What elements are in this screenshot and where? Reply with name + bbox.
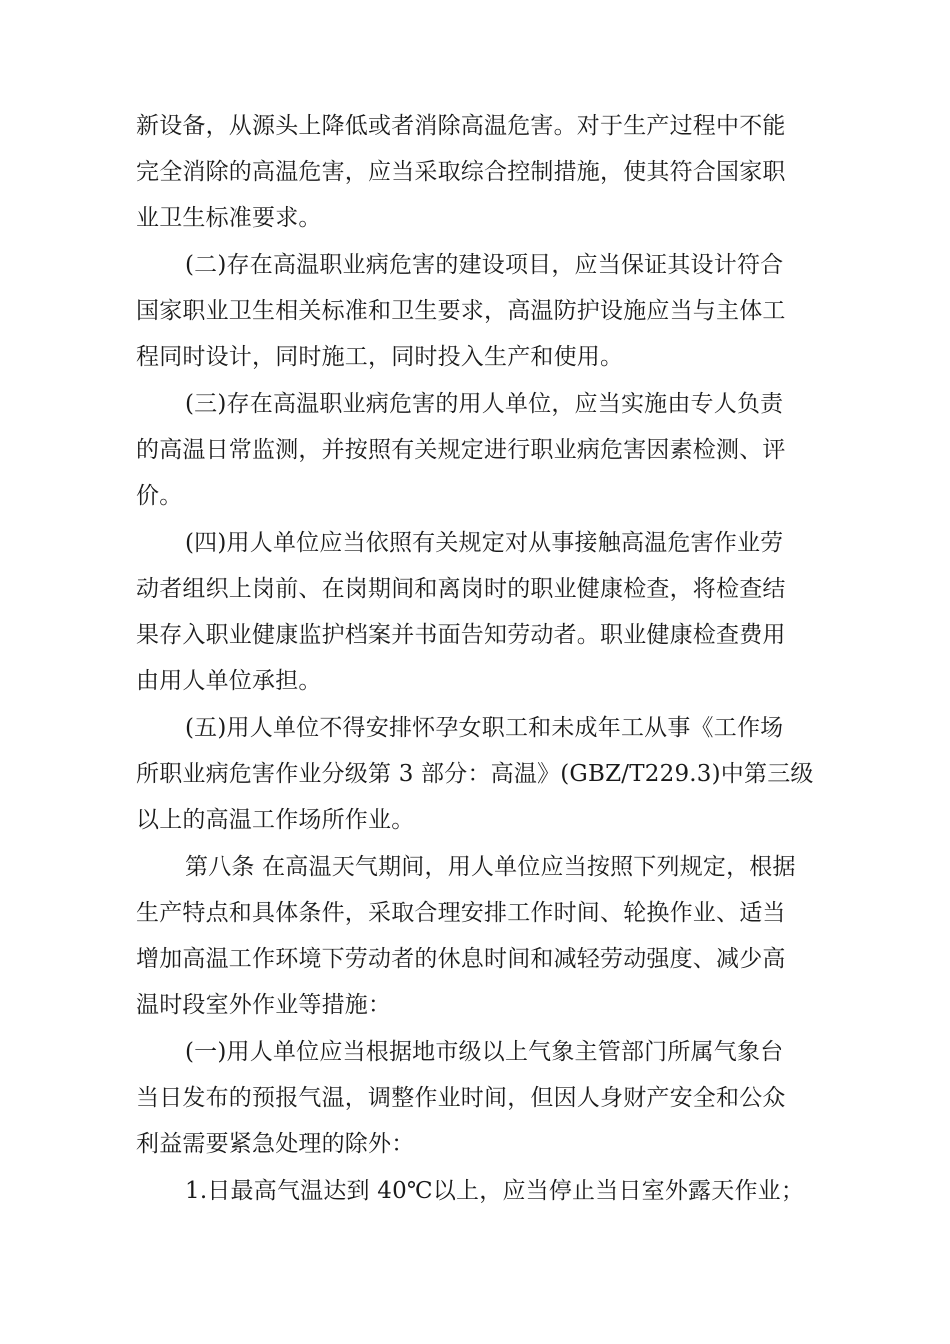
text-line: 完全消除的高温危害，应当采取综合控制措施，使其符合国家职 [136,159,786,185]
text-line: (一)用人单位应当根据地市级以上气象主管部门所属气象台 [185,1039,784,1065]
text-line: 新设备，从源头上降低或者消除高温危害。对于生产过程中不能 [136,113,786,139]
text-line: 价。 [136,483,183,509]
text-line: 由用人单位承担。 [136,668,322,694]
text-line: 以上的高温工作场所作业。 [136,807,415,833]
text-line: (二)存在高温职业病危害的建设项目，应当保证其设计符合 [185,252,784,278]
text-line: 的高温日常监测，并按照有关规定进行职业病危害因素检测、评 [136,437,786,463]
text-line: 业卫生标准要求。 [136,205,322,231]
text-line: 温时段室外作业等措施： [136,992,392,1018]
text-line: 生产特点和具体条件，采取合理安排工作时间、轮换作业、适当 [136,900,786,926]
text-line: 1.日最高气温达到 40℃以上，应当停止当日室外露天作业； [185,1178,805,1204]
text-line: 增加高温工作环境下劳动者的休息时间和减轻劳动强度、减少高 [136,946,786,972]
text-line: 利益需要紧急处理的除外： [136,1131,415,1157]
text-line: (三)存在高温职业病危害的用人单位，应当实施由专人负责 [185,391,784,417]
text-line: 所职业病危害作业分级第 3 部分：高温》(GBZ/T229.3)中第三级 [136,761,814,787]
text-line: (四)用人单位应当依照有关规定对从事接触高温危害作业劳 [185,530,784,556]
text-line: 当日发布的预报气温，调整作业时间，但因人身财产安全和公众 [136,1085,786,1111]
text-line: 第八条 在高温天气期间，用人单位应当按照下列规定，根据 [185,854,796,880]
text-line: 果存入职业健康监护档案并书面告知劳动者。职业健康检查费用 [136,622,786,648]
text-line: 动者组织上岗前、在岗期间和离岗时的职业健康检查，将检查结 [136,576,786,602]
text-line: 国家职业卫生相关标准和卫生要求，高温防护设施应当与主体工 [136,298,786,324]
text-line: (五)用人单位不得安排怀孕女职工和未成年工从事《工作场 [185,715,784,741]
text-line: 程同时设计，同时施工，同时投入生产和使用。 [136,344,624,370]
